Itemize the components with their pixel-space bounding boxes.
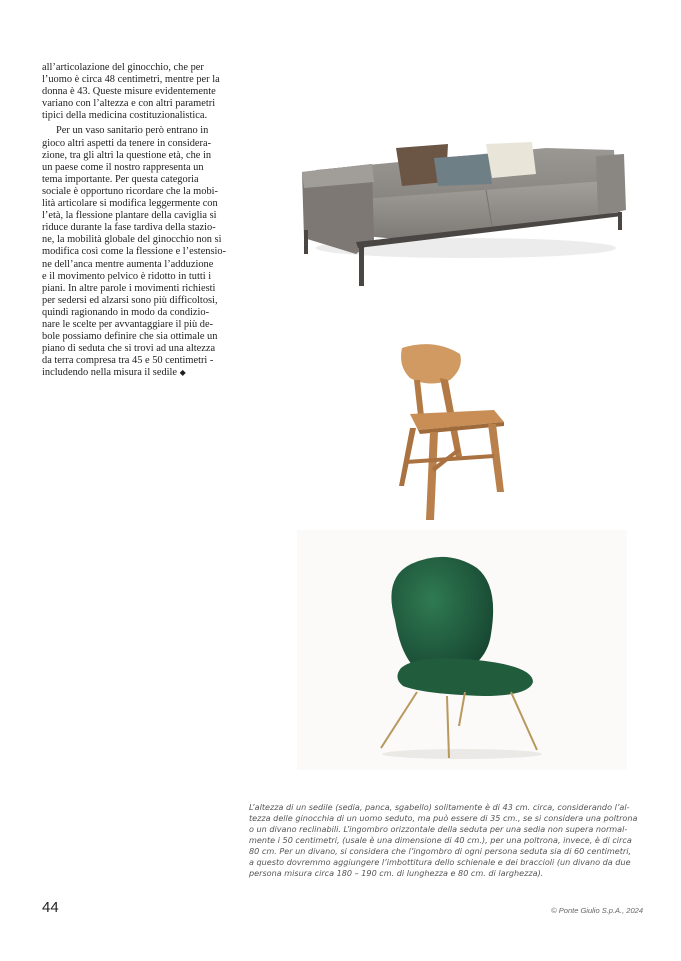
text-line: bole possiamo definire che sia ottimale un bbox=[42, 331, 218, 343]
caption-line: persona misura circa 180 – 190 cm. di lunghezza e 80 cm. di larghezza). bbox=[249, 868, 544, 878]
chair-leg bbox=[399, 428, 416, 486]
text-line: tema importante. Per questa categoria bbox=[42, 173, 199, 185]
image-caption bbox=[249, 802, 649, 879]
text-line: e il movimento pelvico è ridotto in tutti i bbox=[42, 270, 212, 282]
caption-line: mente i 50 centimetri, (usale è una dimensione di 40 cm.), per una poltrona, invece, è di circa bbox=[249, 835, 632, 845]
sofa-leg bbox=[618, 212, 622, 230]
text-line: quindi ragionando in modo da condizio- bbox=[42, 306, 210, 318]
sofa-right-arm bbox=[596, 154, 626, 216]
green-armchair-image bbox=[297, 530, 627, 770]
sofa-leg bbox=[359, 246, 364, 286]
caption-line: L’altezza di un sedile (sedia, panca, sgabello) solitamente è di 43 cm. circa, considerando l’al- bbox=[249, 802, 630, 812]
armchair-leg bbox=[511, 692, 537, 750]
armchair-shadow bbox=[382, 749, 542, 759]
caption-line: 80 cm. Per un divano, si considera che l’ingombro di ogni persona seduta sia di 60 centimetri, bbox=[249, 846, 632, 856]
caption-line: tezza delle ginocchia di un uomo seduto, ma può essere di 35 cm., se si considera una poltrona bbox=[249, 813, 638, 823]
text-line: lità articolare si modifica leggermente con bbox=[42, 198, 218, 210]
text-line: riduce durante la fase tardiva della stazio- bbox=[42, 222, 216, 234]
text-line: modifica così come la flessione e l’estensio- bbox=[42, 246, 227, 258]
sofa-image bbox=[296, 130, 632, 290]
sofa-pillow-cream bbox=[486, 142, 536, 178]
green-armchair-image-panel bbox=[297, 530, 627, 770]
text-line: ne dell’anca mentre aumenta l’adduzione bbox=[42, 258, 214, 270]
text-line: un paese come il nostro rappresenta un bbox=[42, 161, 204, 173]
text-line: Per un vaso sanitario però entrano in bbox=[56, 125, 209, 137]
armchair-leg bbox=[459, 692, 465, 726]
page-number: 44 bbox=[42, 899, 59, 916]
sofa-leg bbox=[304, 230, 308, 254]
text-line: all’articolazione del ginocchio, che per bbox=[42, 62, 204, 73]
caption-line: a questo dovremmo aggiungere l’imbottitura dello schienale e dei braccioli (un divano da due bbox=[249, 857, 631, 867]
text-line: gioco altri aspetti da tenere in considera- bbox=[42, 137, 212, 149]
text-line-final bbox=[42, 367, 238, 379]
text-line: tipici della medicina costituzionalistica. bbox=[42, 110, 208, 122]
copyright-notice: © Ponte Giulio S.p.A., 2024 bbox=[551, 906, 643, 915]
chair-backrest bbox=[401, 344, 461, 383]
text-line: l’uomo è circa 48 centimetri, mentre per la bbox=[42, 74, 220, 86]
wooden-chair-image bbox=[384, 336, 524, 522]
text-line: sociale è opportuno ricordare che la mobi- bbox=[42, 185, 218, 197]
armchair-seat bbox=[397, 658, 533, 696]
article-paragraph-2 bbox=[42, 125, 238, 379]
text-line: nare le scelte per avvantaggiare il più de- bbox=[42, 318, 214, 330]
end-of-article-icon: ◆ bbox=[179, 368, 186, 378]
text-line: piani. In altre parole i movimenti richiesti bbox=[42, 282, 216, 294]
caption-line: o un divano reclinabili. L’ingombro orizzontale della seduta per una sedia non supera normal- bbox=[249, 824, 628, 834]
sofa-pillow-blue bbox=[434, 154, 492, 186]
text-line: variano con l’altezza e con altri parametri bbox=[42, 98, 216, 110]
text-line: per sedersi ed alzarsi sono più difficoltosi, bbox=[42, 294, 218, 306]
text-line: l’età, la flessione plantare della caviglia si bbox=[42, 210, 217, 222]
armchair-leg bbox=[447, 696, 449, 758]
armchair-leg bbox=[381, 692, 417, 748]
text-line: da terra compresa tra 45 e 50 centimetri - bbox=[42, 355, 214, 367]
chair-back-leg bbox=[414, 380, 424, 416]
text-line: ne, la mobilità globale del ginocchio non si bbox=[42, 234, 222, 246]
article-text-column bbox=[42, 62, 238, 379]
text-line: piano di seduta che si trovi ad una altezza bbox=[42, 343, 216, 355]
text-line: zione, tra gli altri la questione età, che in bbox=[42, 149, 212, 161]
article-paragraph-1 bbox=[42, 62, 238, 122]
text-line-final-text: includendo nella misura il sedile bbox=[42, 367, 178, 379]
chair-front-leg bbox=[426, 432, 438, 520]
text-line: donna è 43. Queste misure evidentemente bbox=[42, 86, 216, 98]
